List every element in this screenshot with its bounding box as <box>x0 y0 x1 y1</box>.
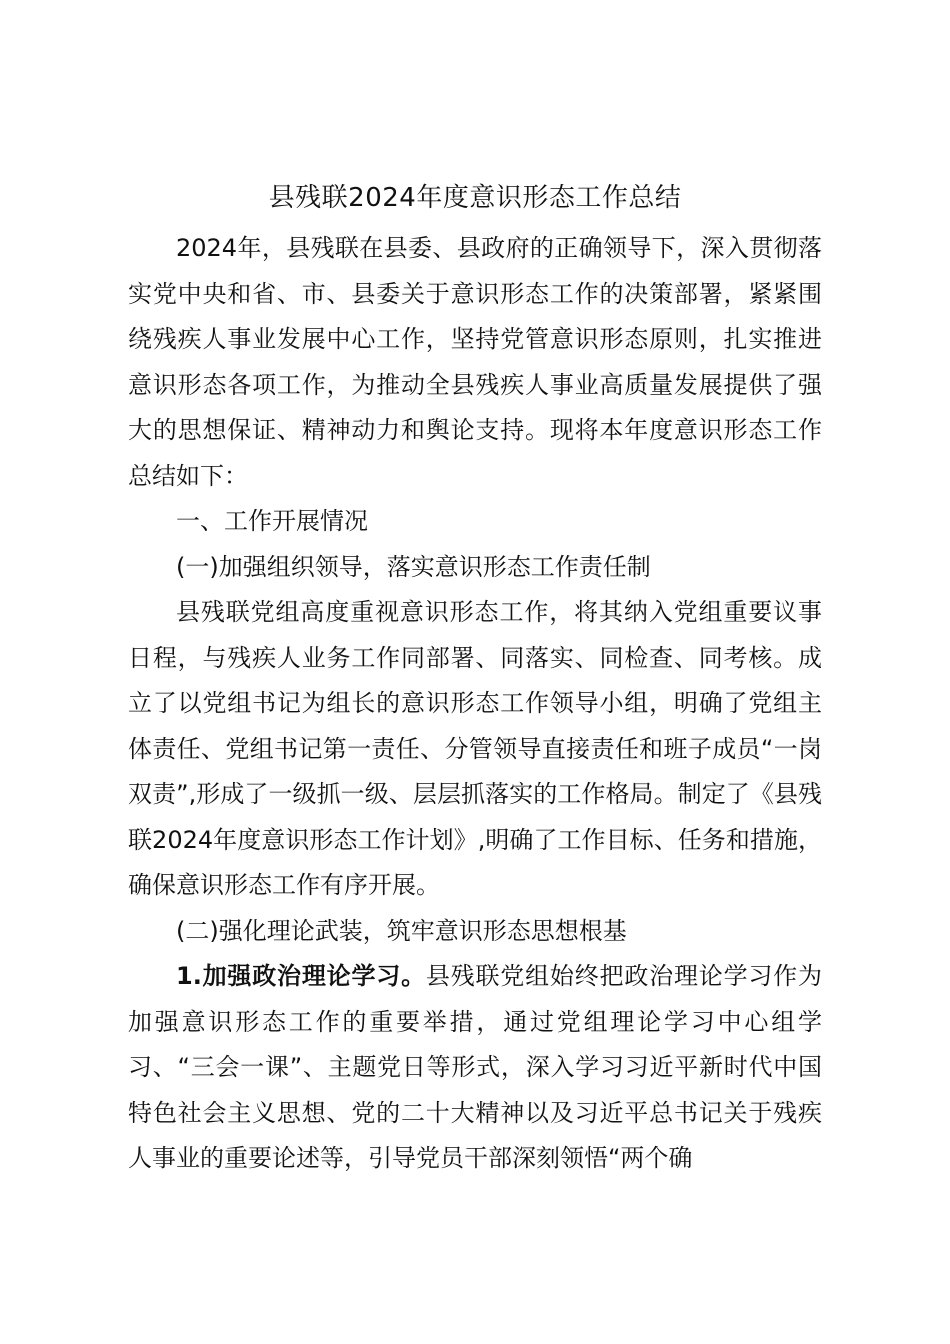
section-heading-1: 一、工作开展情况 <box>176 507 368 535</box>
document-body <box>128 226 822 1182</box>
subsection-heading-1: (一)加强组织领导，落实意识形态工作责任制 <box>176 552 651 581</box>
subsection-heading-2: (二)强化理论武装，筑牢意识形态思想根基 <box>176 916 627 945</box>
item-1-body: 县残联党组始终把政治理论学习作为加强意识形态工作的重要举措，通过党组理论学习中心组学习、“三会一课”、主题党日等形式，深入学习习近平新时代中国特色社会主义思想、党的二十大精神以及习近平总书记关于残疾人事业的重要论述等，引导党员干部深刻领悟“两个确 <box>128 962 822 1172</box>
subsection-1-paragraph: 县残联党组高度重视意识形态工作，将其纳入党组重要议事日程，与残疾人业务工作同部署、同落实、同检查、同考核。成立了以党组书记为组长的意识形态工作领导小组，明确了党组主体责任、党组书记第一责任、分管领导直接责任和班子成员“一岗双责”,形成了一级抓一级、层层抓落实的工作格局。制定了《县残联2024年度意识形态工作计划》,明确了工作目标、任务和措施，确保意识形态工作有序开展。 <box>128 598 822 899</box>
item-1-lead: 1.加强政治理论学习。 <box>176 962 426 990</box>
item-1-paragraph <box>128 954 822 1182</box>
intro-paragraph: 2024年，县残联在县委、县政府的正确领导下，深入贯彻落实党中央和省、市、县委关于意识形态工作的决策部署，紧紧围绕残疾人事业发展中心工作，坚持党管意识形态原则，扎实推进意识形态各项工作，为推动全县残疾人事业高质量发展提供了强大的思想保证、精神动力和舆论支持。现将本年度意识形态工作总结如下： <box>128 234 822 490</box>
document-title: 县残联2024年度意识形态工作总结 <box>268 183 682 213</box>
